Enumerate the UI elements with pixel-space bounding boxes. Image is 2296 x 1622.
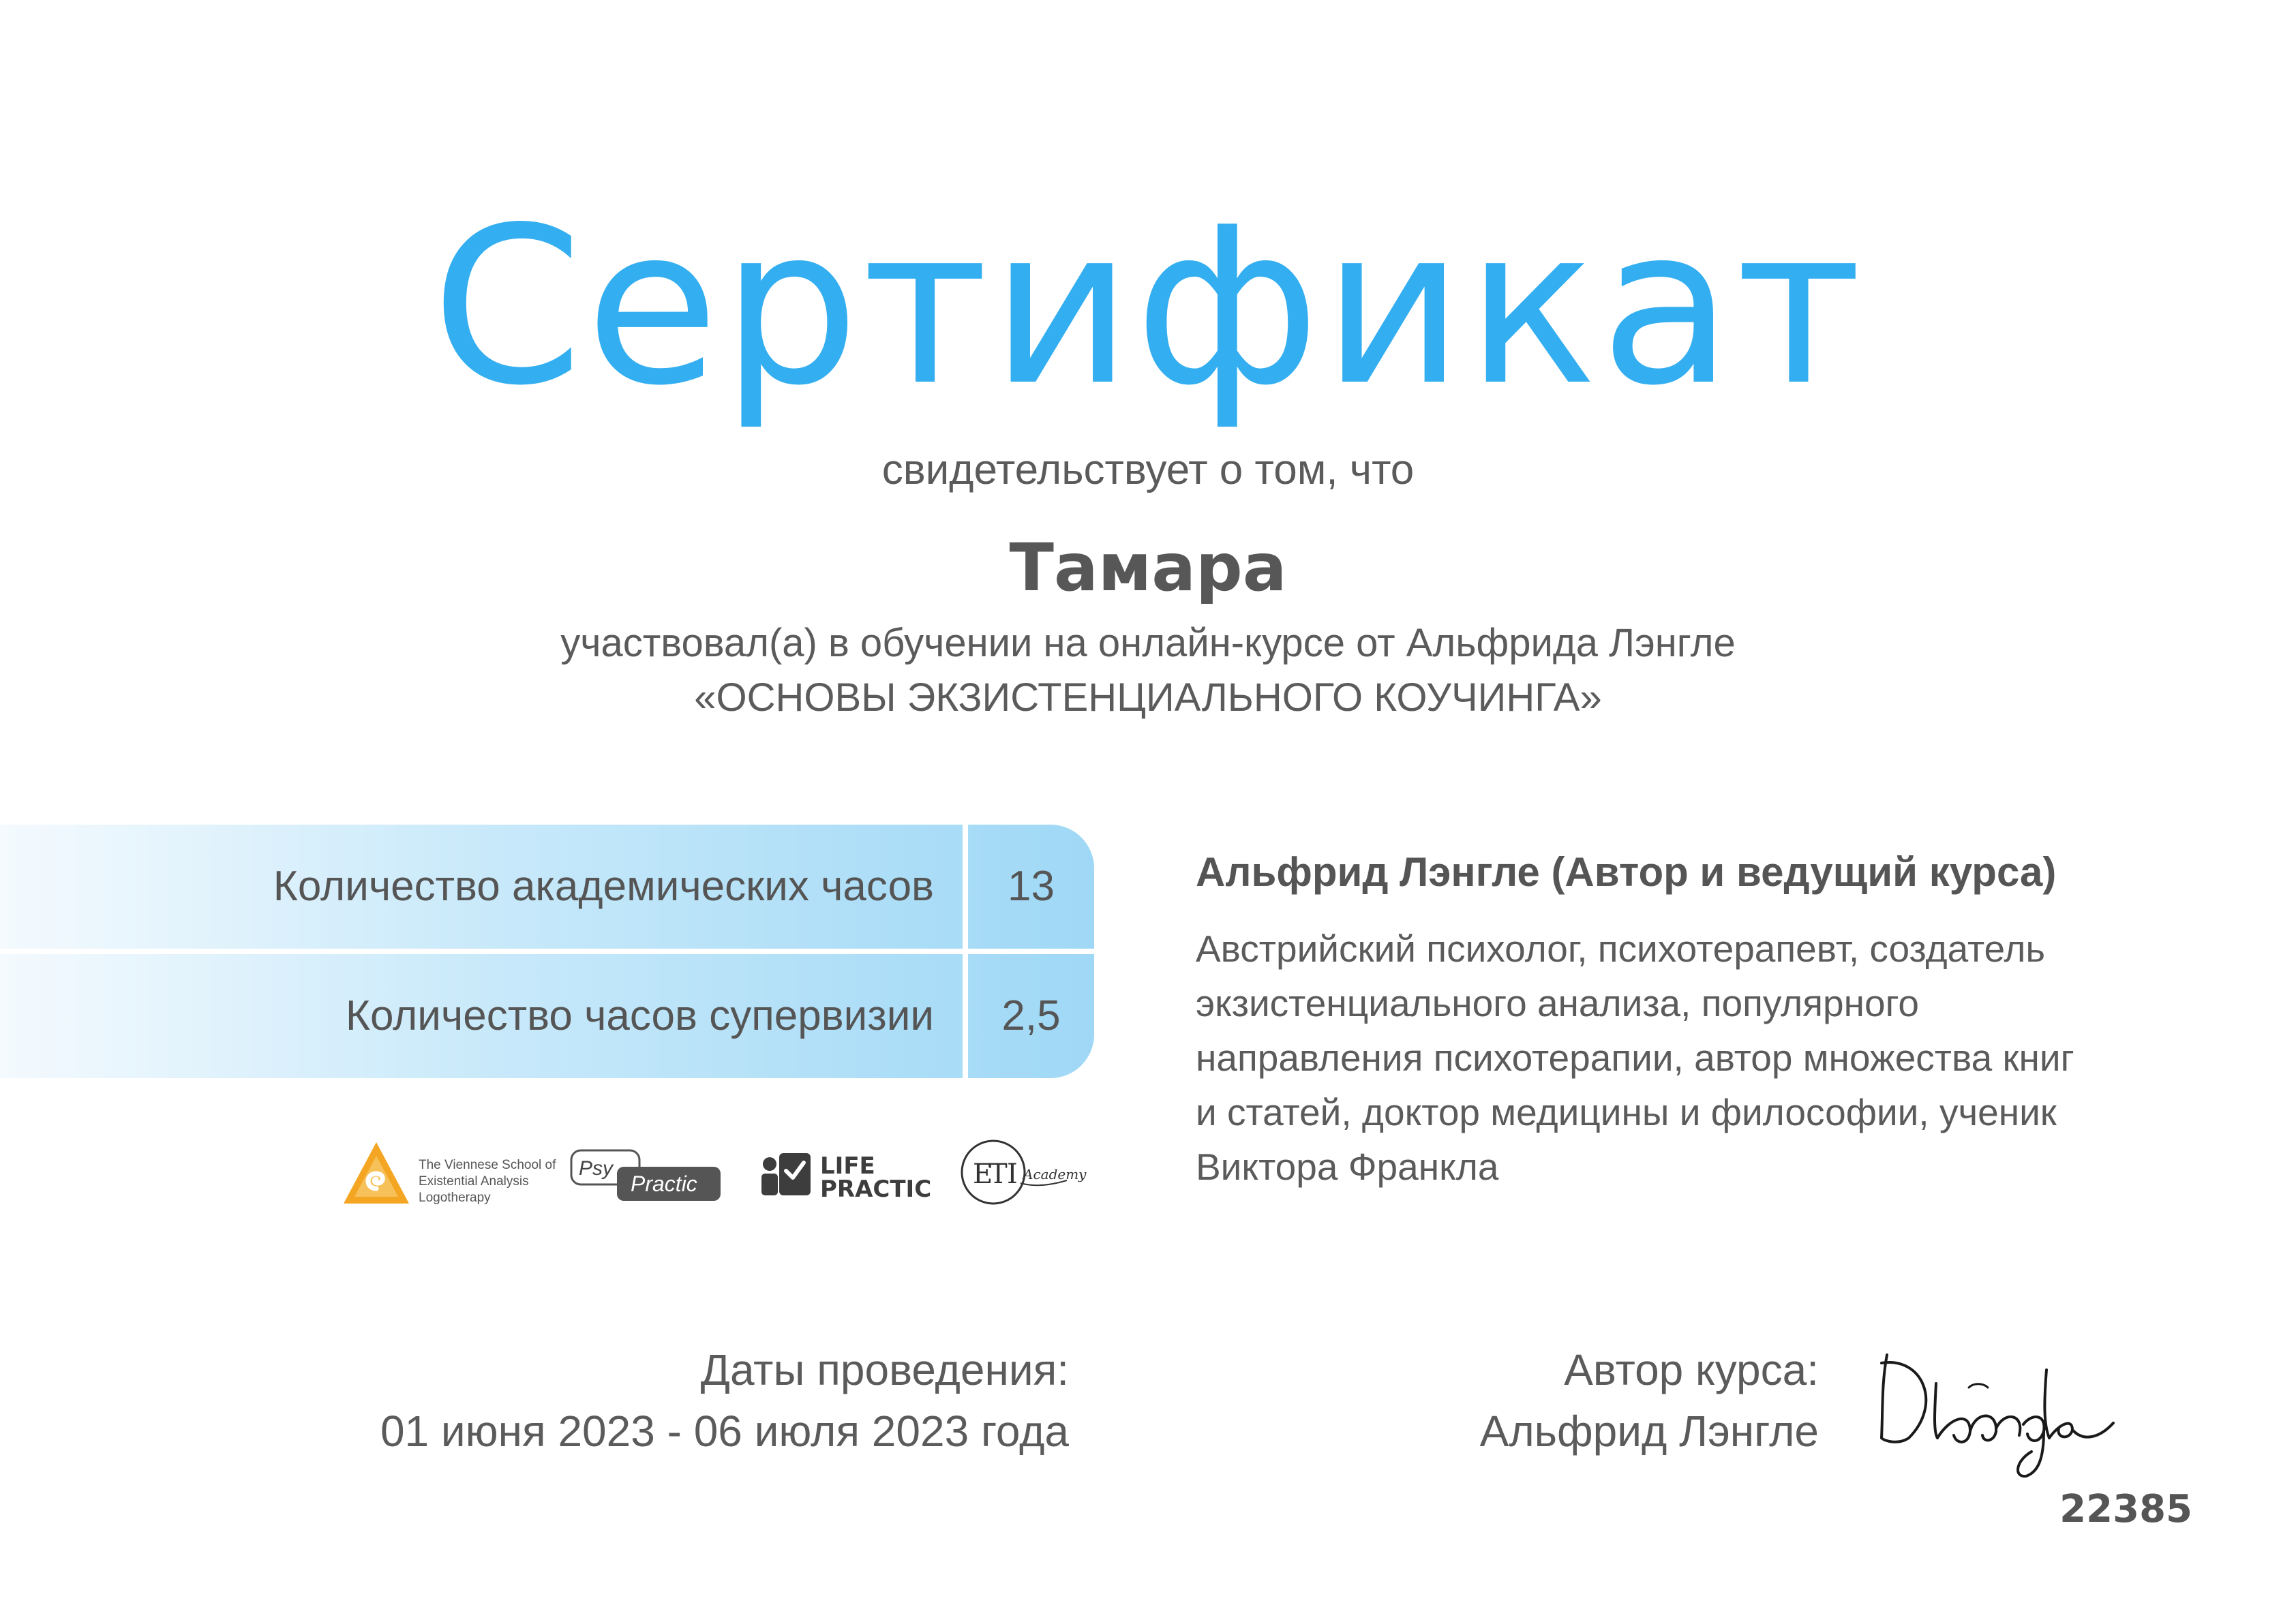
life-practic-text xyxy=(820,1154,931,1201)
logo-text-line: Logotherapy xyxy=(419,1191,491,1205)
logo-text-line: LIFE xyxy=(820,1152,875,1180)
logo-practic-word: Practic xyxy=(631,1172,697,1196)
author-description-line: экзистенциального анализа, популярного xyxy=(1196,982,1920,1024)
course-author-label: Автор курса: xyxy=(1564,1345,1819,1394)
partner-logos xyxy=(341,1131,1087,1213)
author-heading: Альфрид Лэнгле (Автор и ведущий курса) xyxy=(1196,849,2057,895)
life-practic-logo xyxy=(760,1131,931,1213)
author-description-line: и статей, доктор медицины и философии, ученик xyxy=(1196,1091,2057,1133)
panel-row-divider xyxy=(0,949,1094,954)
eti-academy-logo xyxy=(958,1131,1087,1213)
logo-text-line: The Viennese School of xyxy=(419,1158,556,1172)
person-board-icon xyxy=(760,1152,812,1198)
supervision-hours-row xyxy=(0,954,1094,1078)
hours-panel xyxy=(0,825,1094,1078)
logo-text-line: PRACTIC xyxy=(820,1176,932,1203)
course-author-name: Альфрид Лэнгле xyxy=(1479,1407,1819,1456)
dates-value: 01 июня 2023 - 06 июля 2023 года xyxy=(380,1407,1069,1456)
certificate-subtitle: свидетельствует о том, что xyxy=(881,446,1415,493)
logo-academy-word: Academy xyxy=(1023,1166,1087,1182)
author-description xyxy=(1196,921,2164,1194)
author-description-line: Виктора Франкла xyxy=(1196,1146,1499,1188)
handwritten-signature xyxy=(1868,1343,2141,1479)
psy-practic-logo xyxy=(569,1131,723,1213)
author-description-line: Австрийский психолог, психотерапевт, создатель xyxy=(1196,928,2046,970)
supervision-hours-label: Количество часов супервизии xyxy=(345,992,934,1039)
academic-hours-row xyxy=(0,825,1094,949)
dates-label: Даты проведения: xyxy=(700,1345,1069,1394)
recipient-name: Тамара xyxy=(1009,530,1287,606)
logo-text-line: Existential Analysis xyxy=(419,1174,529,1189)
academic-hours-value: 13 xyxy=(1008,863,1055,910)
supervision-hours-value: 2,5 xyxy=(1001,992,1061,1039)
viennese-school-logo xyxy=(341,1131,556,1213)
course-name: «ОСНОВЫ ЭКЗИСТЕНЦИАЛЬНОГО КОУЧИНГА» xyxy=(694,675,1602,720)
logo-t-letter: T xyxy=(989,1159,1008,1190)
logo-psy-word: Psy xyxy=(579,1157,614,1180)
certificate-number: 22385 xyxy=(2059,1487,2192,1531)
panel-column-divider xyxy=(963,825,968,1078)
logo-e-letter: E xyxy=(973,1159,993,1190)
triangle-spiral-icon xyxy=(341,1139,412,1208)
academic-hours-label: Количество академических часов xyxy=(273,863,934,910)
course-description: участвовал(а) в обучении на онлайн-курсе от Альфрида Лэнгле xyxy=(560,621,1736,665)
logo-i-letter: I xyxy=(1007,1159,1018,1190)
viennese-school-text xyxy=(419,1157,556,1206)
author-description-line: направления психотерапии, автор множества книг xyxy=(1196,1037,2074,1079)
certificate-title: Сертификат xyxy=(431,181,1865,433)
